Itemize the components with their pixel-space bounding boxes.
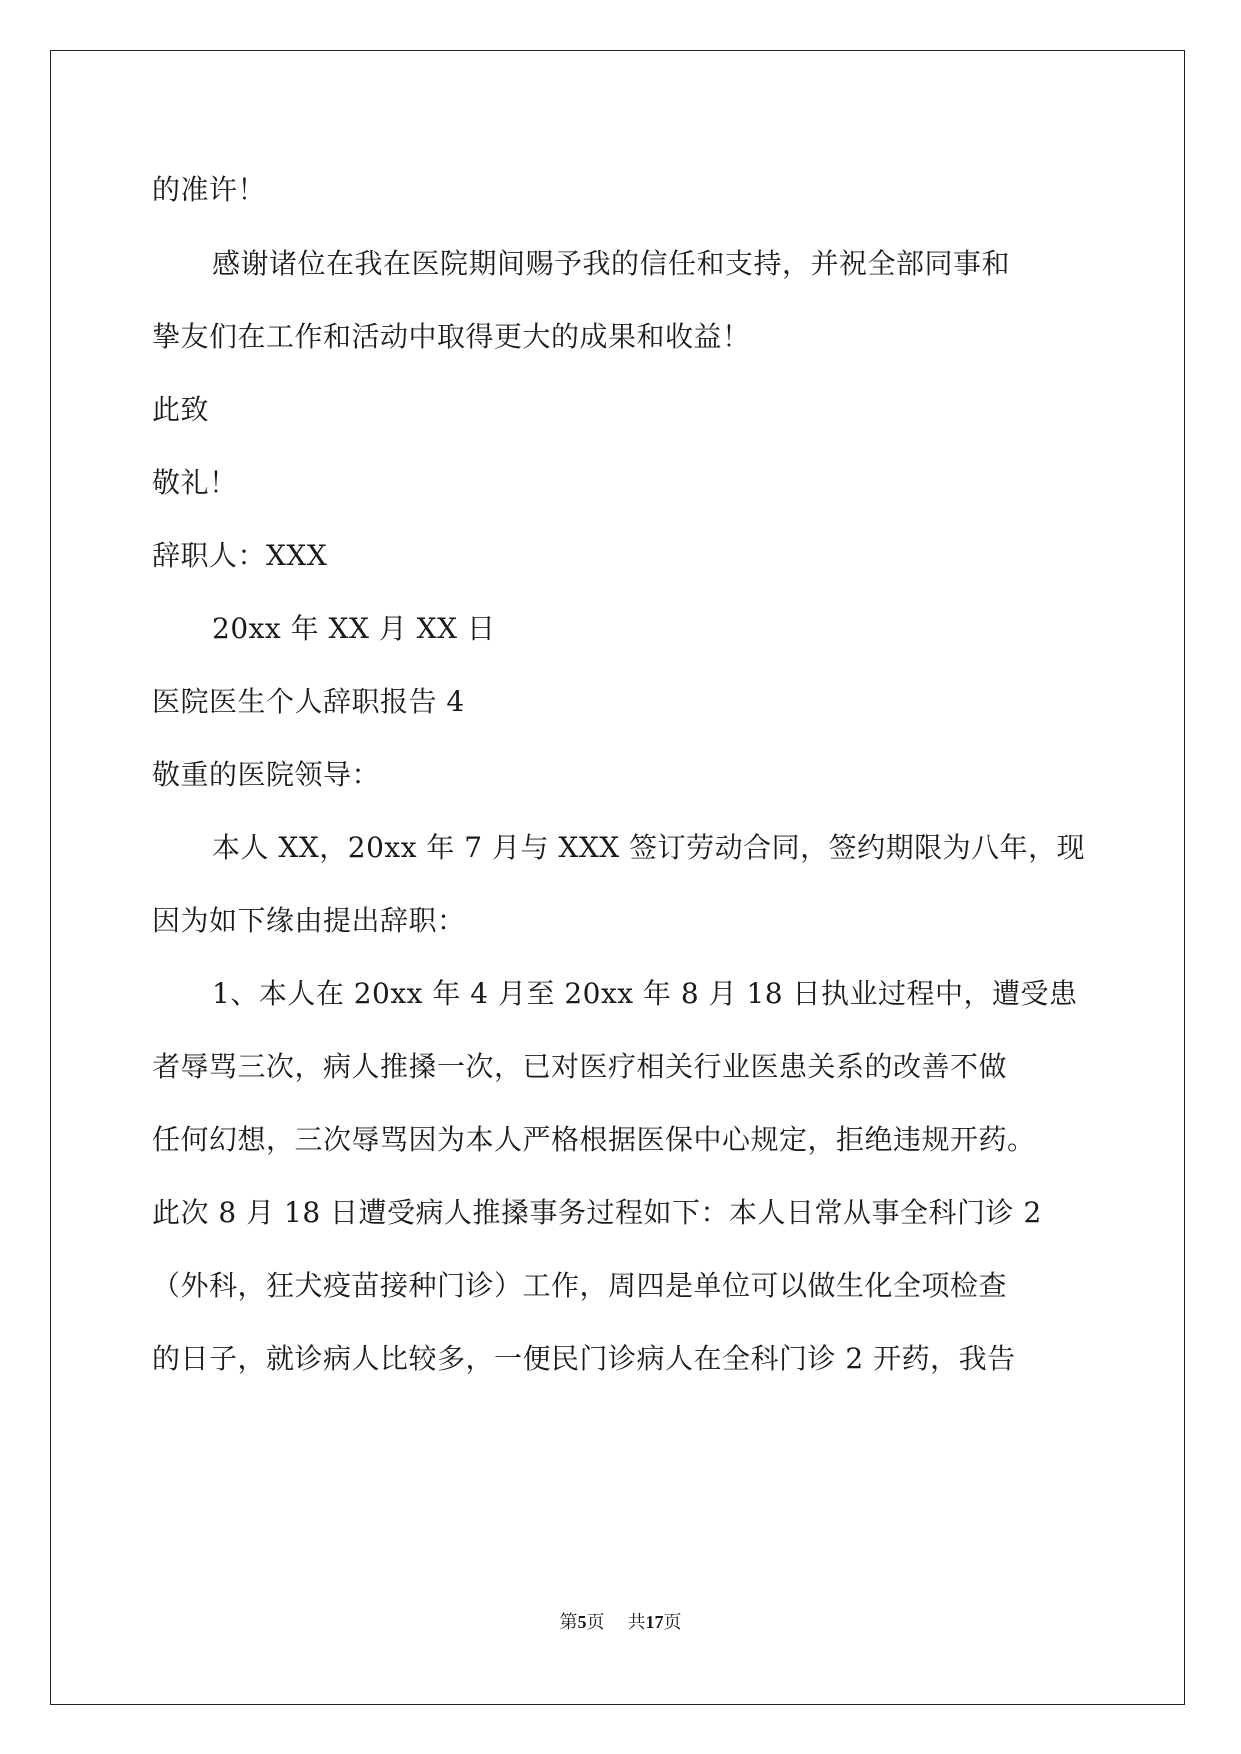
body-line: 任何幻想，三次辱骂因为本人严格根据医保中心规定，拒绝违规开药。 [152,1123,1036,1156]
date-line: 20xx 年 XX 月 XX 日 [212,612,496,645]
closing-regards: 敬礼！ [152,466,238,499]
greeting-line: 敬重的医院领导： [152,758,381,791]
closing-salutation: 此致 [152,393,210,426]
page-border [50,50,1185,1705]
total-pages: 17 [645,1612,664,1632]
page-number: 5 [577,1612,587,1632]
body-line: 本人 XX，20xx 年 7 月与 XXX 签订劳动合同，签约期限为八年，现 [212,831,1086,864]
total-suffix: 页 [663,1612,682,1633]
total-prefix: 共 [627,1612,646,1633]
body-line: 挚友们在工作和活动中取得更大的成果和收益！ [152,320,751,353]
body-line: 者辱骂三次，病人推搡一次，已对医疗相关行业医患关系的改善不做 [152,1050,1008,1083]
body-line: 的准许！ [152,173,267,206]
section-title: 医院医生个人辞职报告 4 [152,685,465,718]
page-suffix: 页 [586,1612,605,1633]
body-line: 1、本人在 20xx 年 4 月至 20xx 年 8 月 18 日执业过程中，遭受患 [212,977,1078,1010]
body-line: （外科，狂犬疫苗接种门诊）工作，周四是单位可以做生化全项检查 [152,1269,1008,1302]
page-footer [0,1610,1241,1635]
body-line: 感谢诸位在我在医院期间赐予我的信任和支持，并祝全部同事和 [212,247,1011,280]
body-line: 此次 8 月 18 日遭受病人推搡事务过程如下：本人日常从事全科门诊 2 [152,1196,1042,1229]
body-line: 因为如下缘由提出辞职： [152,904,466,937]
body-line: 的日子，就诊病人比较多，一便民门诊病人在全科门诊 2 开药，我告 [152,1342,1016,1375]
page-prefix: 第 [559,1612,578,1633]
signature-line: 辞职人：XXX [152,539,328,572]
